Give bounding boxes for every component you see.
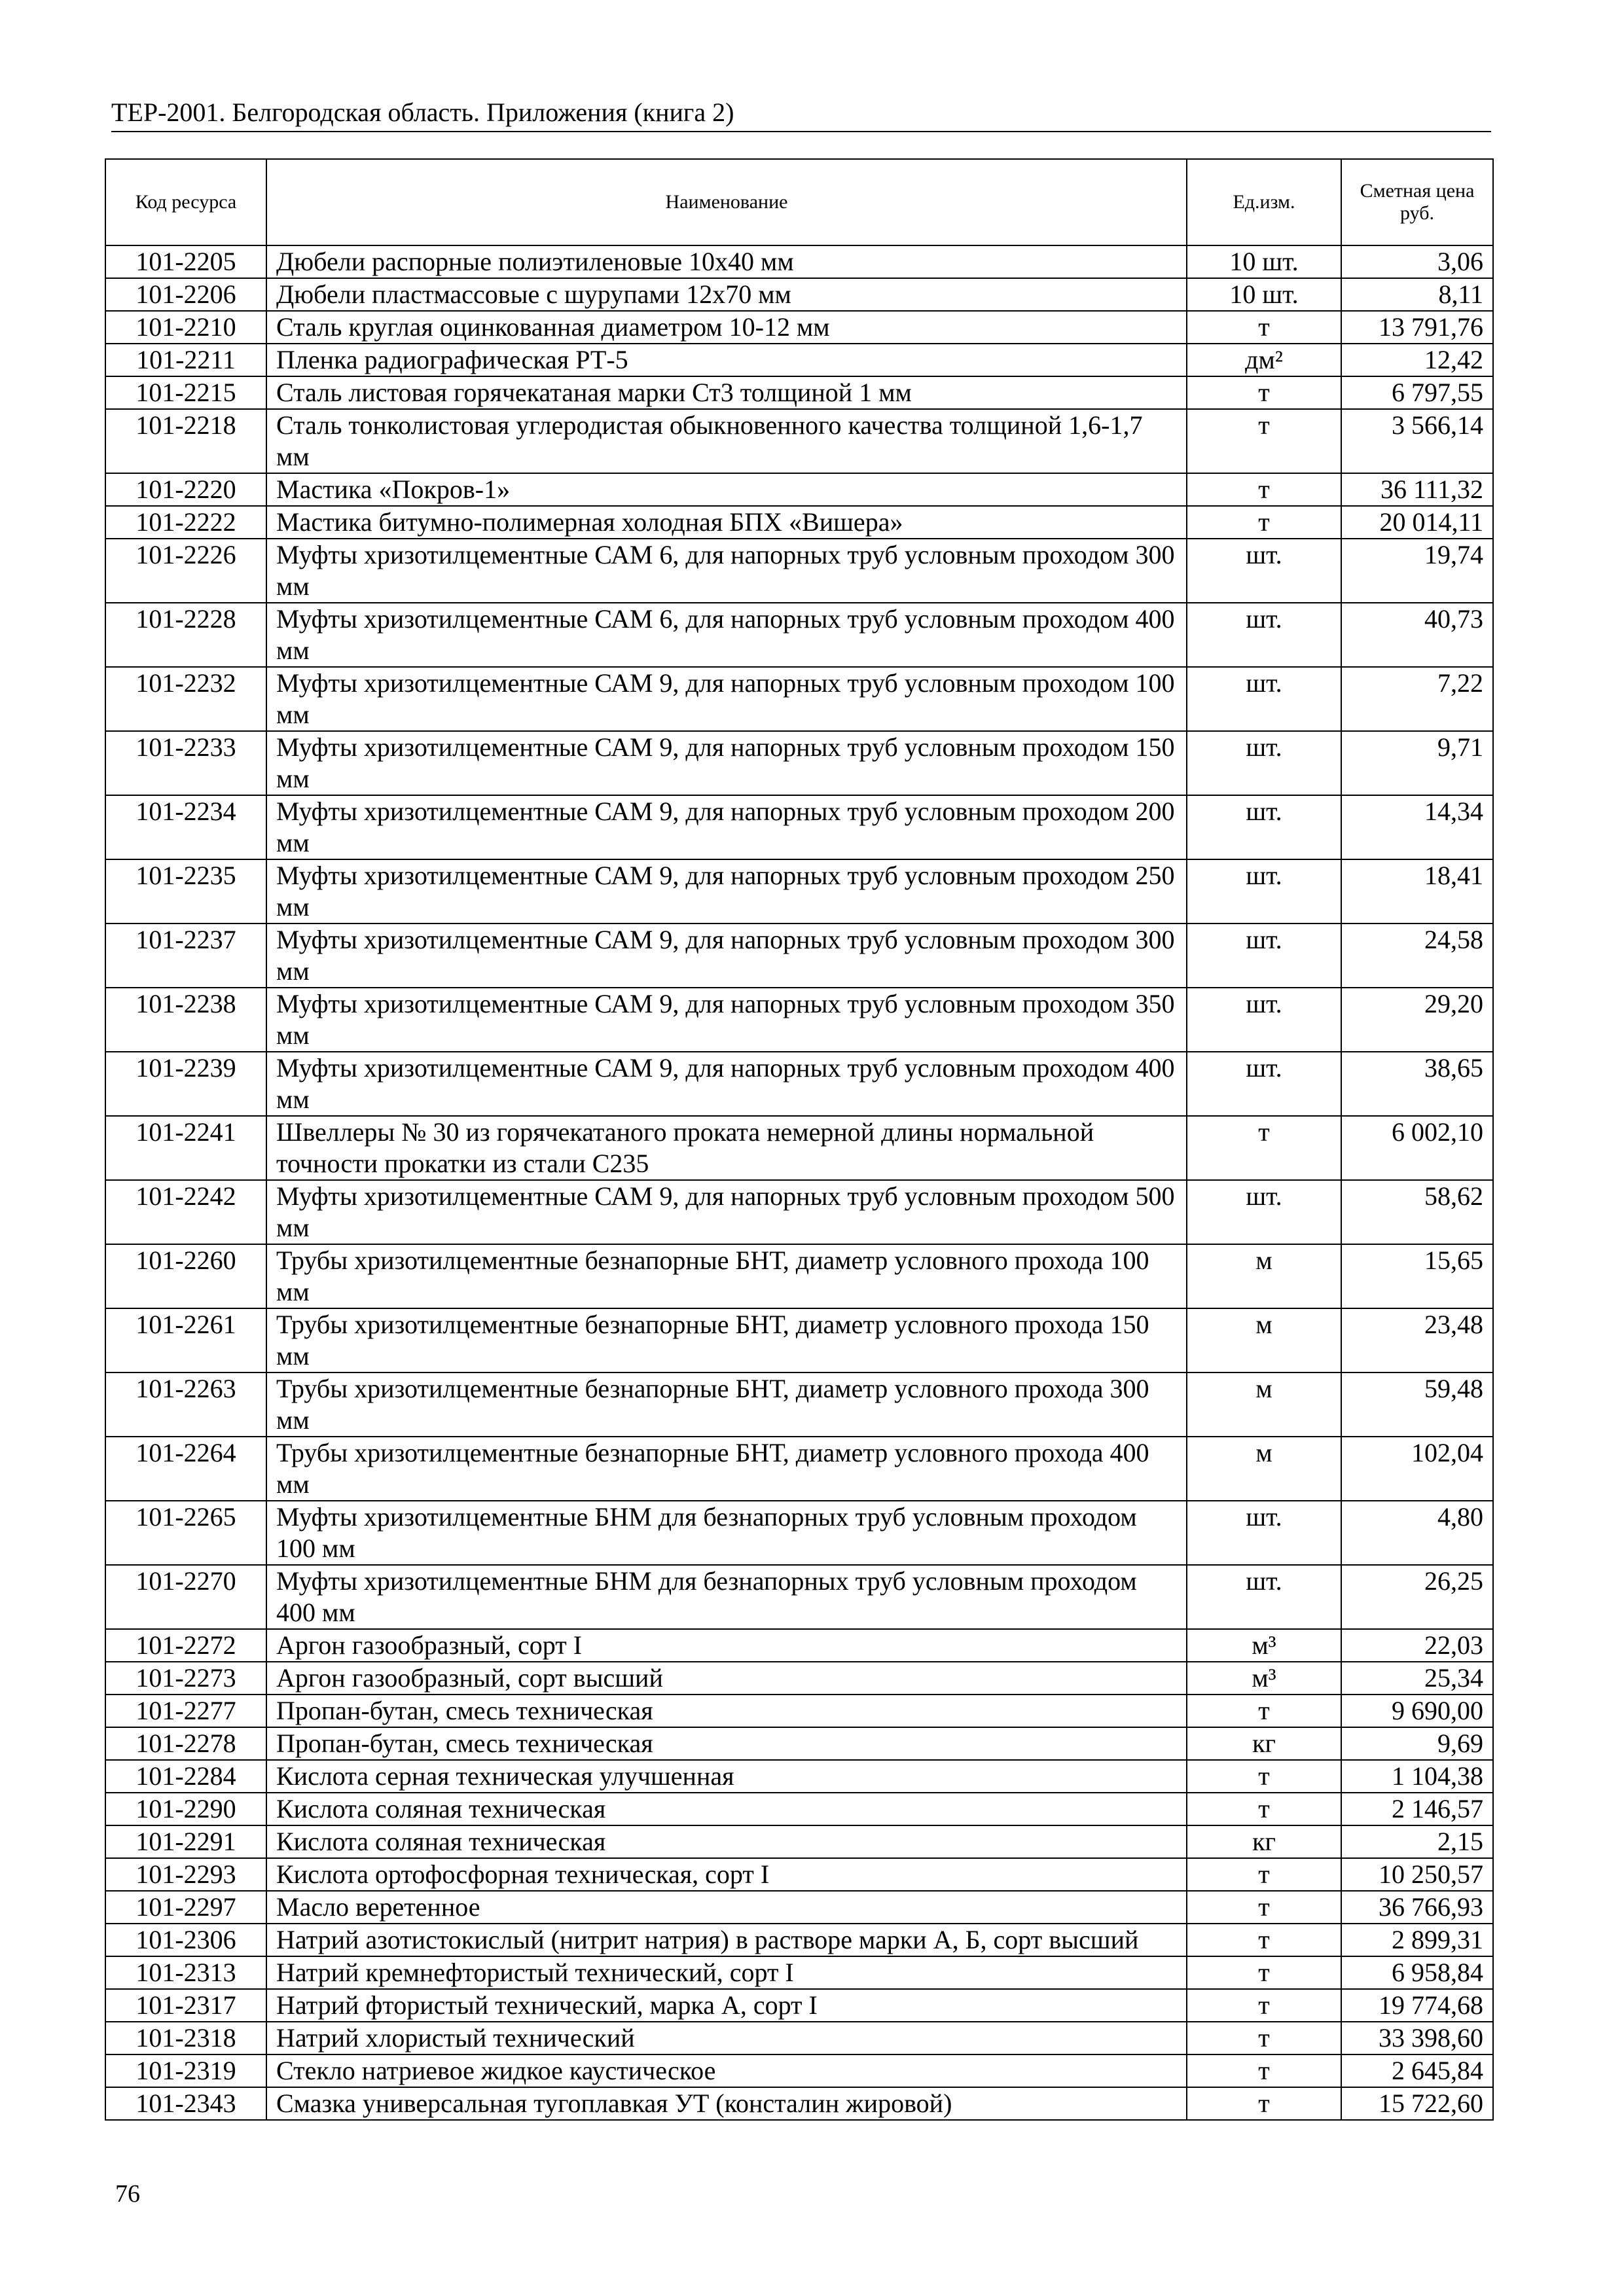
cell-unit: м³ <box>1187 1662 1341 1695</box>
cell-code: 101-2317 <box>105 1989 266 2022</box>
cell-name: Дюбели пластмассовые с шурупами 12x70 мм <box>266 278 1187 311</box>
cell-code: 101-2291 <box>105 1825 266 1858</box>
table-row <box>105 924 1493 988</box>
table-row <box>105 409 1493 473</box>
table-row <box>105 1244 1493 1308</box>
cell-unit: т <box>1187 2022 1341 2054</box>
cell-name: Мастика битумно-полимерная холодная БПХ «Вишера» <box>266 506 1187 539</box>
cell-unit: м³ <box>1187 1629 1341 1662</box>
cell-name: Кислота ортофосфорная техническая, сорт I <box>266 1858 1187 1891</box>
table-row <box>105 1116 1493 1180</box>
cell-name: Трубы хризотилцементные безнапорные БНТ, диаметр условного прохода 300 мм <box>266 1372 1187 1437</box>
cell-unit: т <box>1187 473 1341 506</box>
cell-unit: 10 шт. <box>1187 278 1341 311</box>
cell-unit: т <box>1187 1956 1341 1989</box>
cell-code: 101-2290 <box>105 1793 266 1825</box>
cell-unit: 10 шт. <box>1187 245 1341 278</box>
table-row <box>105 1180 1493 1244</box>
cell-unit: кг <box>1187 1727 1341 1760</box>
cell-price: 10 250,57 <box>1341 1858 1493 1891</box>
cell-unit: шт. <box>1187 1052 1341 1116</box>
cell-unit: шт. <box>1187 731 1341 795</box>
cell-price: 1 104,38 <box>1341 1760 1493 1793</box>
cell-code: 101-2261 <box>105 1308 266 1372</box>
cell-name: Натрий хлористый технический <box>266 2022 1187 2054</box>
column-header-price: Сметная цена руб. <box>1341 159 1493 245</box>
column-header-unit: Ед.изм. <box>1187 159 1341 245</box>
cell-unit: т <box>1187 1924 1341 1956</box>
cell-unit: т <box>1187 1891 1341 1924</box>
table-row <box>105 1052 1493 1116</box>
column-header-code: Код ресурса <box>105 159 266 245</box>
cell-price: 23,48 <box>1341 1308 1493 1372</box>
cell-price: 9 690,00 <box>1341 1695 1493 1727</box>
table-row <box>105 859 1493 924</box>
cell-price: 102,04 <box>1341 1437 1493 1501</box>
cell-code: 101-2222 <box>105 506 266 539</box>
cell-unit: шт. <box>1187 795 1341 859</box>
cell-price: 7,22 <box>1341 667 1493 731</box>
cell-name: Мастика «Покров-1» <box>266 473 1187 506</box>
cell-unit: шт. <box>1187 1565 1341 1629</box>
cell-unit: шт. <box>1187 988 1341 1052</box>
cell-name: Трубы хризотилцементные безнапорные БНТ, диаметр условного прохода 400 мм <box>266 1437 1187 1501</box>
table-row <box>105 731 1493 795</box>
cell-code: 101-2215 <box>105 376 266 409</box>
table-row <box>105 1437 1493 1501</box>
table-row <box>105 2054 1493 2087</box>
cell-code: 101-2306 <box>105 1924 266 1956</box>
cell-code: 101-2318 <box>105 2022 266 2054</box>
cell-price: 20 014,11 <box>1341 506 1493 539</box>
cell-price: 18,41 <box>1341 859 1493 924</box>
cell-unit: т <box>1187 409 1341 473</box>
cell-unit: шт. <box>1187 667 1341 731</box>
cell-name: Аргон газообразный, сорт высший <box>266 1662 1187 1695</box>
table-row <box>105 506 1493 539</box>
cell-unit: т <box>1187 311 1341 344</box>
table-row <box>105 795 1493 859</box>
cell-name: Муфты хризотилцементные САМ 9, для напорных труб условным проходом 200 мм <box>266 795 1187 859</box>
cell-price: 9,69 <box>1341 1727 1493 1760</box>
cell-name: Швеллеры № 30 из горячекатаного проката немерной длины нормальной точности прокатки из стали С235 <box>266 1116 1187 1180</box>
cell-code: 101-2297 <box>105 1891 266 1924</box>
cell-unit: дм² <box>1187 344 1341 376</box>
cell-price: 4,80 <box>1341 1501 1493 1565</box>
cell-name: Муфты хризотилцементные САМ 9, для напорных труб условным проходом 500 мм <box>266 1180 1187 1244</box>
cell-unit: шт. <box>1187 1501 1341 1565</box>
cell-name: Трубы хризотилцементные безнапорные БНТ, диаметр условного прохода 100 мм <box>266 1244 1187 1308</box>
table-header-row <box>105 159 1493 245</box>
cell-name: Сталь круглая оцинкованная диаметром 10-12 мм <box>266 311 1187 344</box>
cell-code: 101-2293 <box>105 1858 266 1891</box>
table-row <box>105 1662 1493 1695</box>
cell-name: Натрий фтористый технический, марка А, сорт I <box>266 1989 1187 2022</box>
cell-price: 3,06 <box>1341 245 1493 278</box>
table-row <box>105 1858 1493 1891</box>
cell-unit: кг <box>1187 1825 1341 1858</box>
table-row <box>105 1956 1493 1989</box>
table-row <box>105 1501 1493 1565</box>
cell-name: Муфты хризотилцементные САМ 9, для напорных труб условным проходом 100 мм <box>266 667 1187 731</box>
table-row <box>105 1825 1493 1858</box>
table-row <box>105 1760 1493 1793</box>
table-row <box>105 988 1493 1052</box>
table-row <box>105 376 1493 409</box>
cell-name: Аргон газообразный, сорт I <box>266 1629 1187 1662</box>
cell-name: Кислота серная техническая улучшенная <box>266 1760 1187 1793</box>
cell-code: 101-2228 <box>105 603 266 667</box>
cell-code: 101-2343 <box>105 2087 266 2120</box>
cell-code: 101-2233 <box>105 731 266 795</box>
cell-name: Муфты хризотилцементные БНМ для безнапорных труб условным проходом 400 мм <box>266 1565 1187 1629</box>
cell-price: 38,65 <box>1341 1052 1493 1116</box>
cell-name: Муфты хризотилцементные БНМ для безнапорных труб условным проходом 100 мм <box>266 1501 1187 1565</box>
cell-code: 101-2232 <box>105 667 266 731</box>
table-row <box>105 1891 1493 1924</box>
cell-unit: т <box>1187 1760 1341 1793</box>
cell-name: Муфты хризотилцементные САМ 9, для напорных труб условным проходом 150 мм <box>266 731 1187 795</box>
cell-unit: т <box>1187 2054 1341 2087</box>
page-header: ТЕР-2001. Белгородская область. Приложения (книга 2) <box>111 97 1491 132</box>
cell-price: 33 398,60 <box>1341 2022 1493 2054</box>
cell-name: Муфты хризотилцементные САМ 9, для напорных труб условным проходом 250 мм <box>266 859 1187 924</box>
cell-price: 36 766,93 <box>1341 1891 1493 1924</box>
table-body <box>105 245 1493 2120</box>
cell-unit: м <box>1187 1244 1341 1308</box>
cell-price: 2 899,31 <box>1341 1924 1493 1956</box>
cell-price: 59,48 <box>1341 1372 1493 1437</box>
table-row <box>105 1793 1493 1825</box>
resource-table <box>105 158 1494 2121</box>
cell-name: Муфты хризотилцементные САМ 9, для напорных труб условным проходом 300 мм <box>266 924 1187 988</box>
cell-price: 14,34 <box>1341 795 1493 859</box>
cell-unit: т <box>1187 1793 1341 1825</box>
cell-price: 29,20 <box>1341 988 1493 1052</box>
cell-code: 101-2278 <box>105 1727 266 1760</box>
cell-code: 101-2237 <box>105 924 266 988</box>
table-row <box>105 667 1493 731</box>
cell-name: Муфты хризотилцементные САМ 6, для напорных труб условным проходом 300 мм <box>266 539 1187 603</box>
cell-name: Муфты хризотилцементные САМ 6, для напорных труб условным проходом 400 мм <box>266 603 1187 667</box>
table-row <box>105 473 1493 506</box>
table-row <box>105 311 1493 344</box>
cell-code: 101-2260 <box>105 1244 266 1308</box>
cell-name: Масло веретенное <box>266 1891 1187 1924</box>
cell-name: Пленка радиографическая РТ-5 <box>266 344 1187 376</box>
cell-price: 22,03 <box>1341 1629 1493 1662</box>
cell-code: 101-2226 <box>105 539 266 603</box>
cell-price: 6 002,10 <box>1341 1116 1493 1180</box>
cell-price: 6 958,84 <box>1341 1956 1493 1989</box>
cell-code: 101-2270 <box>105 1565 266 1629</box>
cell-code: 101-2205 <box>105 245 266 278</box>
cell-name: Кислота соляная техническая <box>266 1825 1187 1858</box>
cell-code: 101-2211 <box>105 344 266 376</box>
cell-name: Муфты хризотилцементные САМ 9, для напорных труб условным проходом 400 мм <box>266 1052 1187 1116</box>
cell-price: 40,73 <box>1341 603 1493 667</box>
table-row <box>105 1727 1493 1760</box>
table-row <box>105 1924 1493 1956</box>
table-row <box>105 1308 1493 1372</box>
cell-code: 101-2242 <box>105 1180 266 1244</box>
cell-code: 101-2235 <box>105 859 266 924</box>
cell-code: 101-2264 <box>105 1437 266 1501</box>
cell-name: Сталь листовая горячекатаная марки Ст3 толщиной 1 мм <box>266 376 1187 409</box>
table-row <box>105 539 1493 603</box>
cell-price: 25,34 <box>1341 1662 1493 1695</box>
cell-name: Стекло натриевое жидкое каустическое <box>266 2054 1187 2087</box>
cell-price: 3 566,14 <box>1341 409 1493 473</box>
cell-unit: т <box>1187 1989 1341 2022</box>
column-header-name: Наименование <box>266 159 1187 245</box>
cell-price: 12,42 <box>1341 344 1493 376</box>
cell-unit: шт. <box>1187 603 1341 667</box>
page-number: 76 <box>115 2180 140 2208</box>
cell-unit: т <box>1187 2087 1341 2120</box>
cell-code: 101-2234 <box>105 795 266 859</box>
cell-code: 101-2273 <box>105 1662 266 1695</box>
cell-unit: м <box>1187 1308 1341 1372</box>
cell-price: 2,15 <box>1341 1825 1493 1858</box>
cell-unit: т <box>1187 1858 1341 1891</box>
cell-name: Дюбели распорные полиэтиленовые 10x40 мм <box>266 245 1187 278</box>
cell-unit: т <box>1187 376 1341 409</box>
cell-name: Кислота соляная техническая <box>266 1793 1187 1825</box>
table-row <box>105 278 1493 311</box>
cell-name: Смазка универсальная тугоплавкая УТ (консталин жировой) <box>266 2087 1187 2120</box>
cell-unit: т <box>1187 1116 1341 1180</box>
cell-code: 101-2238 <box>105 988 266 1052</box>
cell-code: 101-2218 <box>105 409 266 473</box>
cell-code: 101-2206 <box>105 278 266 311</box>
cell-unit: т <box>1187 506 1341 539</box>
cell-name: Муфты хризотилцементные САМ 9, для напорных труб условным проходом 350 мм <box>266 988 1187 1052</box>
cell-code: 101-2239 <box>105 1052 266 1116</box>
table-row <box>105 1989 1493 2022</box>
cell-name: Пропан-бутан, смесь техническая <box>266 1727 1187 1760</box>
table-row <box>105 1695 1493 1727</box>
cell-code: 101-2241 <box>105 1116 266 1180</box>
cell-code: 101-2210 <box>105 311 266 344</box>
cell-unit: м <box>1187 1437 1341 1501</box>
table-row <box>105 245 1493 278</box>
cell-code: 101-2319 <box>105 2054 266 2087</box>
table-row <box>105 603 1493 667</box>
cell-price: 9,71 <box>1341 731 1493 795</box>
cell-name: Натрий кремнефтористый технический, сорт I <box>266 1956 1187 1989</box>
cell-unit: шт. <box>1187 539 1341 603</box>
cell-code: 101-2220 <box>105 473 266 506</box>
cell-code: 101-2277 <box>105 1695 266 1727</box>
cell-price: 15 722,60 <box>1341 2087 1493 2120</box>
cell-name: Натрий азотистокислый (нитрит натрия) в растворе марки А, Б, сорт высший <box>266 1924 1187 1956</box>
table-row <box>105 1565 1493 1629</box>
table-row <box>105 2022 1493 2054</box>
cell-price: 15,65 <box>1341 1244 1493 1308</box>
cell-code: 101-2272 <box>105 1629 266 1662</box>
cell-price: 13 791,76 <box>1341 311 1493 344</box>
cell-price: 2 146,57 <box>1341 1793 1493 1825</box>
cell-unit: м <box>1187 1372 1341 1437</box>
cell-code: 101-2313 <box>105 1956 266 1989</box>
table-row <box>105 1629 1493 1662</box>
table-row <box>105 1372 1493 1437</box>
cell-price: 58,62 <box>1341 1180 1493 1244</box>
cell-unit: шт. <box>1187 1180 1341 1244</box>
cell-name: Сталь тонколистовая углеродистая обыкновенного качества толщиной 1,6-1,7 мм <box>266 409 1187 473</box>
cell-price: 26,25 <box>1341 1565 1493 1629</box>
cell-price: 6 797,55 <box>1341 376 1493 409</box>
cell-unit: т <box>1187 1695 1341 1727</box>
cell-price: 19,74 <box>1341 539 1493 603</box>
cell-name: Пропан-бутан, смесь техническая <box>266 1695 1187 1727</box>
cell-code: 101-2284 <box>105 1760 266 1793</box>
cell-unit: шт. <box>1187 859 1341 924</box>
cell-code: 101-2265 <box>105 1501 266 1565</box>
cell-price: 8,11 <box>1341 278 1493 311</box>
cell-price: 36 111,32 <box>1341 473 1493 506</box>
cell-price: 2 645,84 <box>1341 2054 1493 2087</box>
cell-name: Трубы хризотилцементные безнапорные БНТ, диаметр условного прохода 150 мм <box>266 1308 1187 1372</box>
cell-price: 24,58 <box>1341 924 1493 988</box>
cell-price: 19 774,68 <box>1341 1989 1493 2022</box>
cell-code: 101-2263 <box>105 1372 266 1437</box>
table-row <box>105 344 1493 376</box>
table-row <box>105 2087 1493 2120</box>
cell-unit: шт. <box>1187 924 1341 988</box>
